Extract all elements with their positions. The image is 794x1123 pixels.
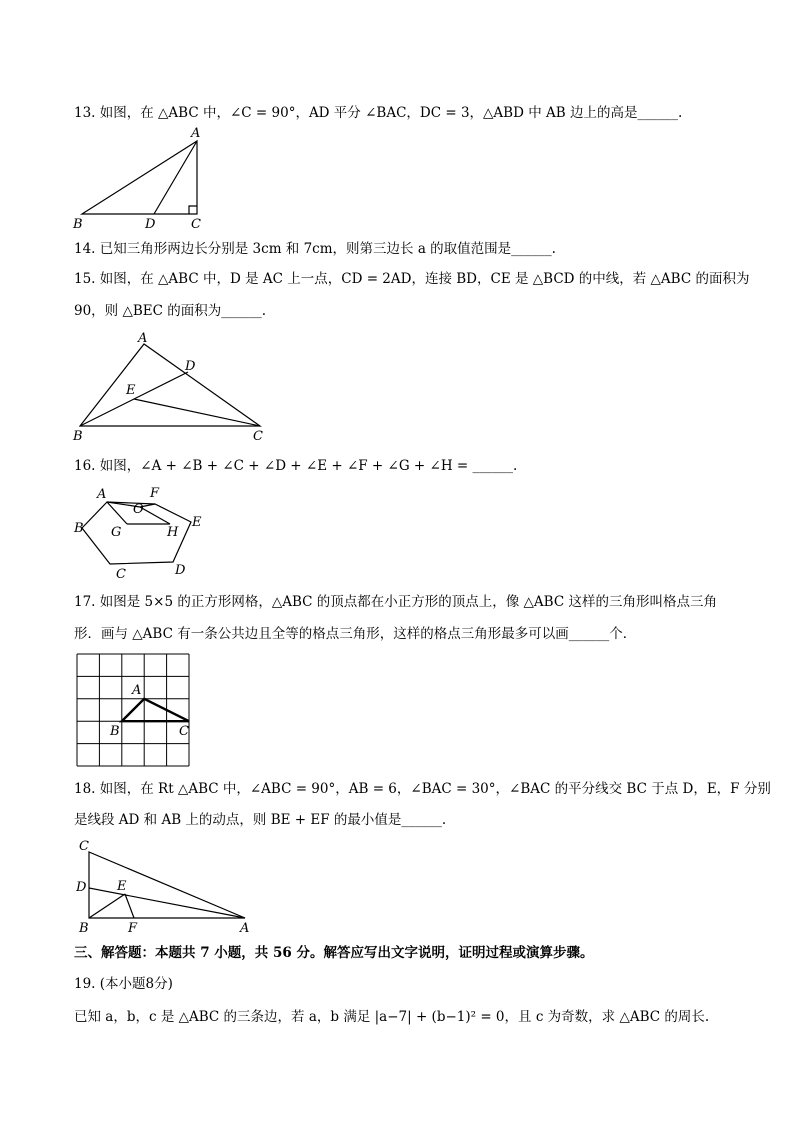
label-d: D [145, 217, 156, 232]
label-c: C [191, 217, 201, 232]
triangle-abc [122, 699, 189, 721]
label-h: H [167, 525, 179, 540]
segment-ef [125, 894, 134, 918]
right-angle-mark [189, 206, 197, 214]
q14-text: 14. 已知三角形两边长分别是 3cm 和 7cm，则第三边长 a 的取值范围是______. [74, 241, 556, 257]
q18-figure [70, 836, 260, 936]
label-g: G [111, 525, 122, 540]
q15-line2: 90，则 △BEC 的面积为______. [74, 303, 267, 319]
label-b: B [73, 217, 83, 232]
label-d: D [76, 880, 87, 895]
label-d: D [175, 563, 186, 578]
label-c: C [253, 429, 263, 444]
label-b: B [110, 724, 120, 739]
triangle-abc [80, 344, 260, 426]
label-d: D [185, 359, 196, 374]
q13-text: 13. 如图，在 △ABC 中，∠C = 90°，AD 平分 ∠BAC，DC = 3，△ABD 中 AB 边上的高是______. [74, 105, 683, 121]
label-c: C [116, 567, 126, 582]
q18-line2: 是线段 AD 和 AB 上的动点，则 BE + EF 的最小值是______. [74, 812, 447, 828]
label-a: A [240, 921, 250, 936]
label-o: O [133, 502, 144, 517]
section3-heading: 三、解答题：本题共 7 小题，共 56 分。解答应写出文字说明，证明过程或演算步骤。 [74, 945, 594, 961]
label-b: B [79, 921, 89, 936]
q13-figure [70, 124, 210, 234]
q16-figure [70, 484, 220, 584]
label-e: E [126, 383, 136, 398]
q19-text: 已知 a，b，c 是 △ABC 的三条边，若 a，b 满足 |a−7| + (b−1)² = 0，且 c 为奇数，求 △ABC 的周长. [74, 1009, 710, 1025]
label-a: A [97, 487, 107, 502]
q15-line1: 15. 如图，在 △ABC 中，D 是 AC 上一点，CD = 2AD，连接 BD，CE 是 △BCD 的中线，若 △ABC 的面积为 [74, 271, 750, 287]
q18-line1: 18. 如图，在 Rt △ABC 中，∠ABC = 90°，AB = 6，∠BAC = 30°，∠BAC 的平分线交 BC 于点 D，E，F 分别 [74, 781, 771, 797]
label-e: E [192, 515, 202, 530]
label-a: A [132, 683, 142, 698]
q19-header: 19. (本小题8分) [74, 976, 173, 992]
q17-line1: 17. 如图是 5×5 的正方形网格，△ABC 的顶点都在小正方形的顶点上，像 △ABC 这样的三角形叫格点三角 [74, 594, 717, 610]
label-c: C [79, 839, 89, 854]
label-a: A [138, 331, 148, 346]
label-a: A [191, 126, 201, 141]
label-f: F [128, 921, 138, 936]
q17-line2: 形．画与 △ABC 有一条公共边且全等的格点三角形，这样的格点三角形最多可以画______个． [74, 626, 637, 642]
triangle-abc [89, 852, 245, 918]
triangle-abc [82, 141, 197, 214]
label-b: B [73, 429, 83, 444]
q16-text: 16. 如图，∠A + ∠B + ∠C + ∠D + ∠E + ∠F + ∠G + ∠H = ______. [74, 458, 518, 474]
q17-grid-figure [70, 648, 200, 773]
label-c: C [179, 724, 189, 739]
segment-ag [107, 502, 127, 524]
label-e: E [117, 879, 127, 894]
label-b: B [74, 521, 84, 536]
segment-be [89, 894, 125, 918]
segment-ad [154, 141, 197, 214]
label-f: F [150, 486, 160, 501]
q15-figure [68, 330, 278, 446]
